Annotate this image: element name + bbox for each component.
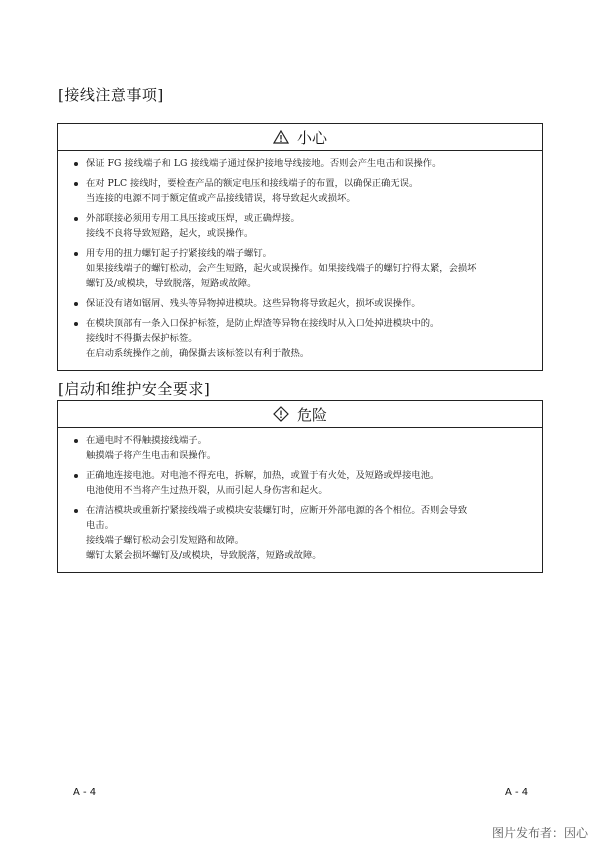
list-item-line: 在清洁模块或重新拧紧接线端子或模块安装螺钉时，应断开外部电源的各个相位。否则会导致: [86, 505, 468, 516]
list-item: [72, 176, 532, 206]
caution-list: [72, 156, 532, 361]
list-item: [72, 296, 532, 311]
list-item-line: 在通电时不得触摸接线端子。: [86, 435, 207, 446]
list-item-line: 正确地连接电池。对电池不得充电，拆解，加热，或置于有火处，及短路或焊接电池。: [86, 470, 440, 481]
list-item: [72, 503, 532, 563]
danger-box-header: [58, 401, 542, 428]
list-item-line: 电击。: [86, 520, 114, 531]
list-item-line: 保证 FG 接线端子和 LG 接线端子通过保护接地导线接地。否则会产生电击和误操作。: [86, 158, 442, 169]
section-heading-wiring: [接线注意事项]: [58, 86, 164, 104]
list-item-line: 接线端子螺钉松动会引发短路和故障。: [86, 535, 245, 546]
warning-triangle-icon: [273, 130, 289, 144]
list-item-line: 触摸端子将产生电击和误操作。: [86, 450, 217, 461]
list-item-line: 螺钉及/或模块，导致脱落，短路或故障。: [86, 278, 257, 289]
danger-list: [72, 433, 532, 563]
list-item: [72, 433, 532, 463]
caution-title: 小心: [296, 128, 327, 147]
danger-box: [57, 400, 543, 573]
list-item: [72, 316, 532, 361]
list-item-line: 螺钉太紧会损坏螺钉及/或模块，导致脱落，短路或故障。: [86, 550, 322, 561]
publisher-credit: 图片发布者：因心: [491, 826, 588, 840]
list-item-line: 在启动系统操作之前，确保撕去该标签以有利于散热。: [86, 348, 310, 359]
page-number-right: A - 4: [505, 787, 529, 798]
list-item-line: 接线时不得撕去保护标签。: [86, 333, 198, 344]
list-item-line: 在对 PLC 接线时，要检查产品的额定电压和接线端子的布置，以确保正确无误。: [86, 178, 419, 189]
list-item: [72, 468, 532, 498]
caution-box-header: [58, 124, 542, 151]
list-item-line: 接线不良将导致短路，起火，或误操作。: [86, 228, 254, 239]
caution-box: [57, 123, 543, 371]
section-heading-startup: [启动和维护安全要求]: [58, 380, 211, 398]
danger-title: 危险: [296, 405, 327, 424]
list-item-line: 电池使用不当将产生过热开裂，从而引起人身伤害和起火。: [86, 485, 328, 496]
list-item: [72, 156, 532, 171]
list-item: [72, 246, 532, 291]
page-number-left: A - 4: [73, 787, 97, 798]
list-item-line: 在模块顶部有一条入口保护标签，是防止焊渣等异物在接线时从入口处掉进模块中的。: [86, 318, 440, 329]
danger-exclamation-icon: [273, 406, 289, 422]
list-item-line: 用专用的扭力螺钉起子拧紧接线的端子螺钉。: [86, 248, 272, 259]
list-item-line: 保证没有诸如锯屑、残头等异物掉进模块。这些异物将导致起火，损坏或误操作。: [86, 298, 421, 309]
list-item-line: 当连接的电源不同于额定值或产品接线错误，将导致起火或损坏。: [86, 193, 356, 204]
list-item: [72, 211, 532, 241]
list-item-line: 外部联接必须用专用工具压接或压焊，或正确焊接。: [86, 213, 300, 224]
list-item-line: 如果接线端子的螺钉松动，会产生短路，起火或误操作。如果接线端子的螺钉拧得太紧，会损坏: [86, 263, 477, 274]
